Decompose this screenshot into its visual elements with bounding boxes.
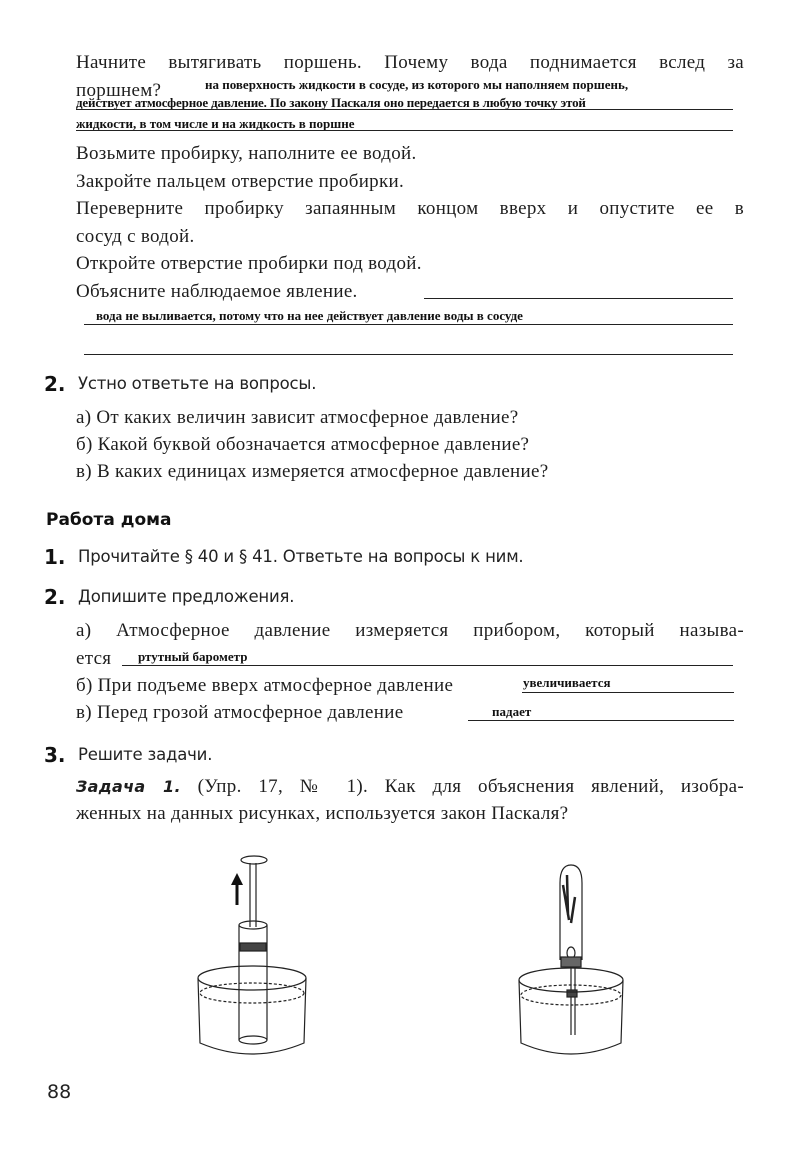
answer-underline (76, 109, 733, 110)
question-line-2: поршнем? (76, 80, 162, 101)
answer-line-2: действует атмосферное давление. По закону Паскаля оно передается в любую точку этой (76, 95, 586, 110)
section-number: 3. (44, 743, 66, 767)
explain-answer: вода не выливается, потому что на нее действует давление воды в сосуде (96, 308, 523, 323)
answer-underline (522, 692, 734, 693)
arrow-up-icon (231, 873, 243, 905)
answer-underline (76, 130, 733, 131)
syringe-figure (190, 845, 320, 1065)
answer-underline (84, 324, 733, 325)
answer-underline (424, 298, 733, 299)
task-1 (76, 776, 744, 798)
sentence-b-prompt: б) При подъеме вверх атмосферное давление (76, 675, 454, 696)
step-3-cont: сосуд с водой. (76, 226, 195, 247)
oral-question-b: б) Какой буквой обозначается атмосферное давление? (76, 434, 530, 455)
section-title: Устно ответьте на вопросы. (78, 374, 317, 393)
page-number: 88 (47, 1081, 72, 1103)
sentence-a-line-1: а) Атмосферное давление измеряется прибором, который называ- (76, 620, 744, 641)
oral-question-a: а) От каких величин зависит атмосферное давление? (76, 407, 519, 428)
step-1: Возьмите пробирку, наполните ее водой. (76, 143, 417, 164)
answer-underline (122, 665, 733, 666)
homework-item-3: Решите задачи. (78, 745, 213, 764)
oral-question-c: в) В каких единицах измеряется атмосферное давление? (76, 461, 549, 482)
task-text-line-1: (Упр. 17, № 1). Как для объяснения явлений, изобра- (197, 776, 744, 797)
section-number: 2. (44, 372, 66, 396)
sentence-c-prompt: в) Перед грозой атмосферное давление (76, 702, 404, 723)
test-tube-figure (505, 845, 635, 1065)
answer-underline (84, 354, 733, 355)
section-number: 2. (44, 585, 66, 609)
explain-prompt: Объясните наблюдаемое явление. (76, 281, 358, 302)
answer-line-3: жидкости, в том числе и на жидкость в поршне (76, 116, 355, 131)
task-text-line-2: женных на данных рисунках, используется закон Паскаля? (76, 803, 569, 824)
sentence-b-answer: увеличивается (523, 675, 611, 690)
homework-heading: Работа дома (46, 510, 172, 530)
sentence-a-answer: ртутный барометр (138, 649, 248, 664)
answer-line-1: на поверхность жидкости в сосуде, из которого мы наполняем поршень, (205, 77, 629, 92)
step-4: Откройте отверстие пробирки под водой. (76, 253, 422, 274)
step-2: Закройте пальцем отверстие пробирки. (76, 171, 405, 192)
section-number: 1. (44, 545, 66, 569)
homework-item-2: Допишите предложения. (78, 587, 295, 606)
answer-underline (468, 720, 734, 721)
step-3: Переверните пробирку запаянным концом вверх и опустите ее в (76, 198, 744, 219)
sentence-c-answer: падает (492, 704, 532, 719)
homework-item-1: Прочитайте § 40 и § 41. Ответьте на вопросы к ним. (78, 547, 524, 566)
sentence-a-line-2: ется (76, 648, 112, 669)
question-line-1: Начните вытягивать поршень. Почему вода поднимается вслед за (76, 52, 744, 73)
task-label: Задача 1. (76, 777, 181, 796)
